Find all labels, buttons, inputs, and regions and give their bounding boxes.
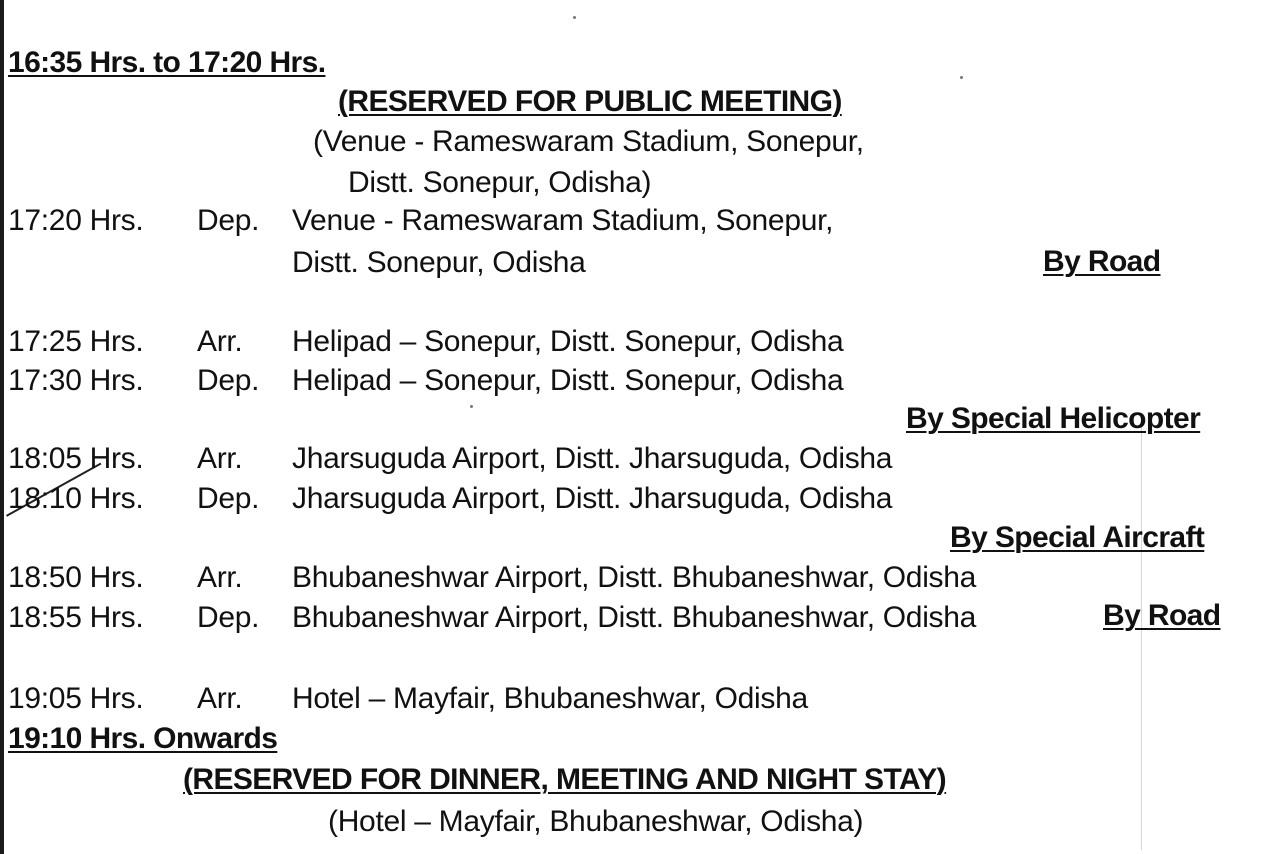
time-heading-1635: 16:35 Hrs. to 17:20 Hrs. xyxy=(8,46,326,79)
scan-vertical-line xyxy=(1141,420,1142,850)
row-time: 18:55 Hrs. xyxy=(8,601,144,634)
row-time: 17:20 Hrs. xyxy=(8,204,144,237)
scan-speck xyxy=(960,76,963,79)
row-place: Hotel – Mayfair, Bhubaneshwar, Odisha xyxy=(292,682,808,715)
row-type: Dep. xyxy=(197,364,260,397)
row-time: 19:05 Hrs. xyxy=(8,682,144,715)
venue-hotel: (Hotel – Mayfair, Bhubaneshwar, Odisha) xyxy=(328,805,864,838)
row-place: Jharsuguda Airport, Distt. Jharsuguda, Odisha xyxy=(292,482,893,515)
row-type: Dep. xyxy=(197,601,260,634)
row-time: 17:25 Hrs. xyxy=(8,325,144,358)
row-type: Arr. xyxy=(197,325,243,358)
row-place: Venue - Rameswaram Stadium, Sonepur, xyxy=(292,204,834,237)
row-type: Arr. xyxy=(197,561,243,594)
page-left-edge xyxy=(0,0,4,854)
row-time: 18:50 Hrs. xyxy=(8,561,144,594)
venue-line-1: (Venue - Rameswaram Stadium, Sonepur, xyxy=(313,125,864,158)
row-type: Dep. xyxy=(197,482,260,515)
row-time: 17:30 Hrs. xyxy=(8,364,144,397)
mode-by-road-1: By Road xyxy=(1043,245,1161,278)
row-place: Helipad – Sonepur, Distt. Sonepur, Odisha xyxy=(292,364,844,397)
row-place: Helipad – Sonepur, Distt. Sonepur, Odisha xyxy=(292,325,844,358)
row-place-cont: Distt. Sonepur, Odisha xyxy=(292,246,586,279)
row-type: Arr. xyxy=(197,682,243,715)
row-place: Bhubaneshwar Airport, Distt. Bhubaneshwar, Odisha xyxy=(292,601,977,634)
row-place: Jharsuguda Airport, Distt. Jharsuguda, Odisha xyxy=(292,442,893,475)
row-time: 18:10 Hrs. xyxy=(8,482,144,515)
mode-by-special-aircraft: By Special Aircraft xyxy=(950,521,1205,554)
venue-line-2: Distt. Sonepur, Odisha) xyxy=(348,166,652,199)
mode-by-road-2: By Road xyxy=(1103,599,1221,632)
mode-by-special-helicopter: By Special Helicopter xyxy=(906,402,1201,435)
scan-speck xyxy=(573,16,576,19)
row-type: Dep. xyxy=(197,204,260,237)
row-type: Arr. xyxy=(197,442,243,475)
reserved-dinner-meeting: (RESERVED FOR DINNER, MEETING AND NIGHT STAY) xyxy=(183,763,947,796)
reserved-public-meeting: (RESERVED FOR PUBLIC MEETING) xyxy=(338,85,842,118)
row-place: Bhubaneshwar Airport, Distt. Bhubaneshwar, Odisha xyxy=(292,561,977,594)
scan-speck xyxy=(470,405,473,408)
time-heading-1910: 19:10 Hrs. Onwards xyxy=(8,722,278,755)
row-time: 18:05 Hrs. xyxy=(8,442,144,475)
